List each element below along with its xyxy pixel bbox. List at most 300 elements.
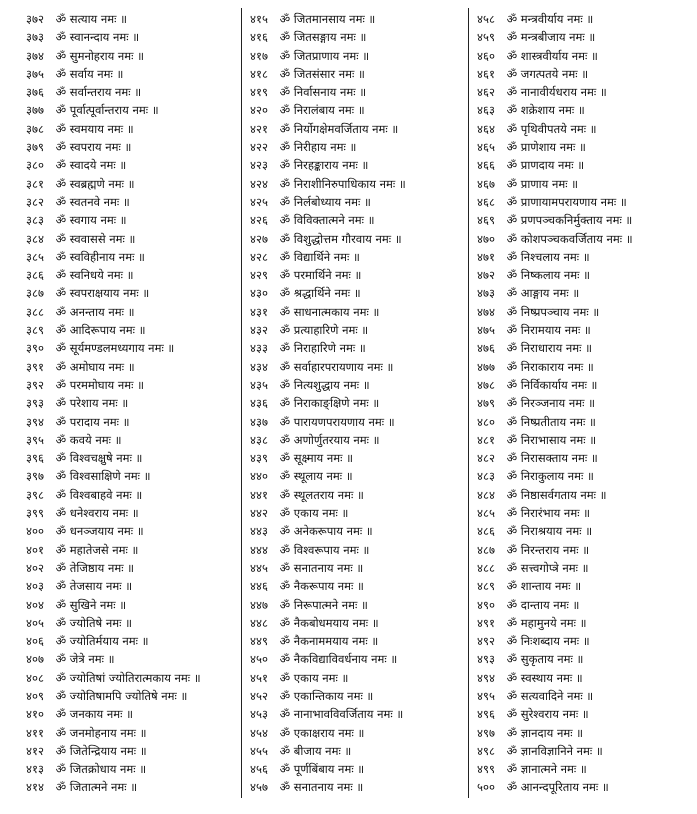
- mantra-text: ॐ सत्यवादिने नमः ॥: [506, 688, 594, 703]
- mantra-text: ॐ निराभासाय नमः ॥: [506, 432, 597, 447]
- mantra-line: [26, 358, 238, 376]
- mantra-line: [26, 83, 238, 101]
- mantra-text: ॐ शान्ताय नमः ॥: [506, 579, 582, 594]
- mantra-line: [250, 577, 468, 595]
- mantra-text: ॐ निराकाराय नमः ॥: [506, 359, 594, 374]
- mantra-number: ४६५: [477, 140, 495, 155]
- mantra-line: [26, 705, 238, 723]
- mantra-text: ॐ निराश्रयाय नमः ॥: [506, 524, 593, 539]
- mantra-number: ३७७: [26, 103, 44, 118]
- mantra-text: ॐ निश्चलाय नमः ॥: [506, 249, 590, 264]
- mantra-line: [477, 486, 692, 504]
- mantra-text: ॐ विश्वचक्षुषे नमः ॥: [55, 451, 143, 466]
- mantra-number: ४१०: [26, 707, 44, 722]
- mantra-line: [477, 778, 692, 796]
- mantra-line: [477, 376, 692, 394]
- mantra-number: ४९६: [477, 707, 495, 722]
- mantra-line: [250, 669, 468, 687]
- mantra-line: [250, 266, 468, 284]
- mantra-number: ४८७: [477, 542, 495, 557]
- mantra-text: ॐ धनेश्वराय नमः ॥: [55, 506, 139, 521]
- mantra-line: [477, 47, 692, 65]
- mantra-number: ४३४: [250, 359, 268, 374]
- mantra-text: ॐ प्रणपञ्चकनिर्मुक्ताय नमः ॥: [506, 213, 633, 228]
- mantra-number: ४७२: [477, 268, 495, 283]
- mantra-text: ॐ शास्त्रवीर्याय नमः ॥: [506, 48, 598, 63]
- mantra-number: ४६२: [477, 85, 495, 100]
- mantra-text: ॐ सर्वाय नमः ॥: [55, 66, 124, 81]
- mantra-line: [26, 449, 238, 467]
- mantra-text: ॐ स्वपराय नमः ॥: [55, 140, 132, 155]
- mantra-number: ४७५: [477, 323, 495, 338]
- mantra-number: ३८४: [26, 231, 44, 246]
- mantra-number: ४५९: [477, 30, 495, 45]
- mantra-text: ॐ सर्वाहारपरायणाय नमः ॥: [279, 359, 394, 374]
- mantra-text: ॐ मन्त्रवीर्याय नमः ॥: [506, 12, 594, 26]
- mantra-line: [477, 120, 692, 138]
- mantra-line: [26, 193, 238, 211]
- mantra-text: ॐ सुमनोहराय नमः ॥: [55, 48, 145, 63]
- mantra-text: ॐ एकाक्षराय नमः ॥: [279, 725, 365, 740]
- mantra-number: ४२२: [250, 140, 268, 155]
- mantra-text: ॐ निरन्तराय नमः ॥: [506, 542, 590, 557]
- mantra-line: [477, 541, 692, 559]
- mantra-line: [250, 339, 468, 357]
- mantra-text: ॐ विद्यार्थिने नमः ॥: [279, 249, 360, 264]
- mantra-text: ॐ निष्कलाय नमः ॥: [506, 268, 591, 283]
- mantra-number: ३८३: [26, 213, 44, 228]
- mantra-text: ॐ आङ्गाय नमः ॥: [506, 286, 580, 301]
- mantra-number: ४२५: [250, 194, 268, 209]
- mantra-number: ४३८: [250, 432, 268, 447]
- mantra-number: ४३७: [250, 414, 268, 429]
- mantra-line: [250, 486, 468, 504]
- mantra-number: ३७६: [26, 85, 44, 100]
- mantra-text: ॐ विश्वबाहवे नमः ॥: [55, 487, 143, 502]
- mantra-text: ॐ जितप्राणाय नमः ॥: [279, 48, 370, 63]
- mantra-line: [477, 614, 692, 632]
- mantra-number: ४७८: [477, 377, 495, 392]
- mantra-number: ४७९: [477, 396, 495, 411]
- mantra-text: ॐ सूर्यमण्डलमध्यगाय नमः ॥: [55, 341, 175, 356]
- mantra-text: ॐ परमार्थिने नमः ॥: [279, 268, 362, 283]
- mantra-text: ॐ जितसङ्गाय नमः ॥: [279, 30, 367, 45]
- mantra-line: [26, 376, 238, 394]
- mantra-number: ४०९: [26, 688, 44, 703]
- mantra-line: [477, 138, 692, 156]
- mantra-text: ॐ नैकरूपाय नमः ॥: [279, 579, 364, 594]
- mantra-number: ४२४: [250, 176, 268, 191]
- mantra-text: ॐ निरारंभाय नमः ॥: [506, 506, 591, 521]
- mantra-number: ४१५: [250, 12, 268, 26]
- mantra-number: ३७४: [26, 48, 44, 63]
- mantra-text: ॐ पूर्वात्पूर्वान्तराय नमः ॥: [55, 103, 159, 118]
- mantra-text: ॐ सूक्ष्माय नमः ॥: [279, 451, 353, 466]
- mantra-line: [250, 394, 468, 412]
- mantra-line: [250, 193, 468, 211]
- mantra-text: ॐ महामुनये नमः ॥: [506, 615, 587, 630]
- mantra-line: [250, 376, 468, 394]
- mantra-text: ॐ ज्योतिषामपि ज्योतिषे नमः ॥: [55, 688, 188, 703]
- column-3: [477, 10, 692, 797]
- mantra-text: ॐ नैकनाममयाय नमः ॥: [279, 634, 379, 649]
- mantra-number: ४०४: [26, 597, 44, 612]
- mantra-text: ॐ जनकाय नमः ॥: [55, 707, 133, 722]
- mantra-line: [477, 358, 692, 376]
- mantra-line: [26, 467, 238, 485]
- mantra-text: ॐ कवये नमः ॥: [55, 432, 122, 447]
- mantra-number: ३८२: [26, 194, 44, 209]
- mantra-number: ४५८: [477, 12, 495, 26]
- mantra-number: ४६७: [477, 176, 495, 191]
- mantra-number: ४४४: [250, 542, 268, 557]
- mantra-text: ॐ जितमानसाय नमः ॥: [279, 12, 376, 26]
- mantra-number: ४७३: [477, 286, 495, 301]
- mantra-line: [250, 559, 468, 577]
- mantra-line: [250, 211, 468, 229]
- mantra-number: ४८१: [477, 432, 495, 447]
- mantra-number: ४३५: [250, 377, 268, 392]
- mantra-text: ॐ स्वपराक्षयाय नमः ॥: [55, 286, 150, 301]
- mantra-line: [477, 724, 692, 742]
- mantra-number: ४२७: [250, 231, 268, 246]
- mantra-line: [250, 522, 468, 540]
- mantra-line: [477, 687, 692, 705]
- mantra-number: ४६१: [477, 66, 495, 81]
- mantra-text: ॐ निराकाङ्क्षिणे नमः ॥: [279, 396, 380, 411]
- mantra-text: ॐ नैकविद्याविवर्धनाय नमः ॥: [279, 652, 398, 667]
- mantra-text: ॐ परेशाय नमः ॥: [55, 396, 129, 411]
- mantra-line: [26, 10, 238, 28]
- mantra-line: [477, 10, 692, 28]
- mantra-line: [250, 760, 468, 778]
- mantra-number: ४४९: [250, 634, 268, 649]
- mantra-number: ४५४: [250, 725, 268, 740]
- mantra-line: [477, 559, 692, 577]
- mantra-text: ॐ स्ववाससे नमः ॥: [55, 231, 136, 246]
- mantra-text: ॐ ज्ञानविज्ञानिने नमः ॥: [506, 743, 603, 758]
- mantra-text: ॐ ज्ञानात्मने नमः ॥: [506, 762, 587, 777]
- mantra-text: ॐ मन्त्रबीजाय नमः ॥: [506, 30, 596, 45]
- mantra-line: [26, 650, 238, 668]
- mantra-text: ॐ नानाभावविवर्जिताय नमः ॥: [279, 707, 404, 722]
- mantra-text: ॐ ज्ञानदाय नमः ॥: [506, 725, 584, 740]
- mantra-line: [477, 394, 692, 412]
- mantra-text: ॐ स्वादये नमः ॥: [55, 158, 127, 173]
- mantra-line: [477, 284, 692, 302]
- mantra-line: [477, 193, 692, 211]
- mantra-line: [26, 413, 238, 431]
- mantra-line: [250, 303, 468, 321]
- mantra-number: ४८९: [477, 579, 495, 594]
- mantra-text: ॐ शक्रेशाय नमः ॥: [506, 103, 585, 118]
- mantra-text: ॐ जितात्मने नमः ॥: [55, 780, 138, 795]
- mantra-number: ४९९: [477, 762, 495, 777]
- mantra-number: ३८९: [26, 323, 44, 338]
- mantra-line: [26, 778, 238, 796]
- mantra-line: [250, 614, 468, 632]
- mantra-number: ४७४: [477, 304, 495, 319]
- mantra-number: ४२१: [250, 121, 268, 136]
- mantra-text: ॐ स्वानन्दाय नमः ॥: [55, 30, 140, 45]
- mantra-number: ४५१: [250, 670, 268, 685]
- mantra-text: ॐ साधनात्मकाय नमः ॥: [279, 304, 380, 319]
- mantra-line: [477, 248, 692, 266]
- mantra-number: ३९५: [26, 432, 44, 447]
- mantra-text: ॐ निरामयाय नमः ॥: [506, 323, 591, 338]
- mantra-text: ॐ निराहारिणे नमः ॥: [279, 341, 366, 356]
- mantra-text: ॐ विश्वरूपाय नमः ॥: [279, 542, 370, 557]
- mantra-text: ॐ सुरेश्वराय नमः ॥: [506, 707, 589, 722]
- mantra-text: ॐ ज्योतिर्मयाय नमः ॥: [55, 634, 149, 649]
- mantra-number: ४३६: [250, 396, 268, 411]
- mantra-line: [250, 742, 468, 760]
- mantra-text: ॐ नैकबोधमयाय नमः ॥: [279, 615, 379, 630]
- mantra-text: ॐ जेत्रे नमः ॥: [55, 652, 115, 667]
- mantra-text: ॐ निरञ्जनाय नमः ॥: [506, 396, 595, 411]
- mantra-number: ३८५: [26, 249, 44, 264]
- mantra-text: ॐ निरीहाय नमः ॥: [279, 140, 357, 155]
- mantra-text: ॐ ज्योतिषां ज्योतिरात्मकाय नमः ॥: [55, 670, 201, 685]
- mantra-number: ४५६: [250, 762, 268, 777]
- mantra-line: [477, 156, 692, 174]
- mantra-text: ॐ महातेजसे नमः ॥: [55, 542, 139, 557]
- mantra-number: ४०८: [26, 670, 44, 685]
- mantra-text: ॐ बीजाय नमः ॥: [279, 743, 352, 758]
- mantra-line: [250, 431, 468, 449]
- column-divider: [241, 8, 242, 798]
- mantra-line: [477, 522, 692, 540]
- mantra-text: ॐ निर्वासनाय नमः ॥: [279, 85, 367, 100]
- mantra-text: ॐ निष्प्रपञ्चाय नमः ॥: [506, 304, 600, 319]
- mantra-line: [250, 101, 468, 119]
- mantra-text: ॐ जितसंसार नमः ॥: [279, 66, 365, 81]
- mantra-text: ॐ स्थूलाय नमः ॥: [279, 469, 353, 484]
- mantra-number: ३७८: [26, 121, 44, 136]
- mantra-line: [250, 449, 468, 467]
- mantra-line: [477, 211, 692, 229]
- mantra-line: [26, 559, 238, 577]
- mantra-text: ॐ अनन्ताय नमः ॥: [55, 304, 135, 319]
- mantra-number: ३७५: [26, 66, 44, 81]
- mantra-number: ४५५: [250, 743, 268, 758]
- mantra-text: ॐ सत्याय नमः ॥: [55, 12, 128, 26]
- mantra-number: ४०१: [26, 542, 44, 557]
- mantra-line: [26, 303, 238, 321]
- mantra-line: [477, 101, 692, 119]
- mantra-number: ४१९: [250, 85, 268, 100]
- mantra-text: ॐ जितक्रोधाय नमः ॥: [55, 762, 147, 777]
- mantra-number: ४१३: [26, 762, 44, 777]
- mantra-number: ४१८: [250, 66, 268, 81]
- mantra-text: ॐ एकान्तिकाय नमः ॥: [279, 688, 374, 703]
- mantra-line: [26, 211, 238, 229]
- mantra-number: ४९०: [477, 597, 495, 612]
- mantra-line: [250, 541, 468, 559]
- mantra-number: ४३०: [250, 286, 268, 301]
- mantra-number: ४२३: [250, 158, 268, 173]
- mantra-line: [250, 632, 468, 650]
- mantra-text: ॐ स्वब्रह्मणे नमः ॥: [55, 176, 135, 191]
- mantra-line: [477, 28, 692, 46]
- mantra-number: ३८६: [26, 268, 44, 283]
- mantra-line: [250, 230, 468, 248]
- mantra-text: ॐ एकाय नमः ॥: [279, 670, 349, 685]
- mantra-line: [26, 394, 238, 412]
- mantra-text: ॐ जितेन्द्रियाय नमः ॥: [55, 743, 147, 758]
- mantra-number: ४८२: [477, 451, 495, 466]
- mantra-number: ४३२: [250, 323, 268, 338]
- mantra-number: ४४१: [250, 487, 268, 502]
- mantra-text: ॐ निराधाराय नमः ॥: [506, 341, 593, 356]
- mantra-line: [250, 284, 468, 302]
- mantra-number: ३९७: [26, 469, 44, 484]
- mantra-line: [26, 577, 238, 595]
- column-2: [250, 10, 468, 797]
- mantra-number: ४६९: [477, 213, 495, 228]
- mantra-text: ॐ प्राणेशाय नमः ॥: [506, 140, 586, 155]
- mantra-text: ॐ सनातनाय नमः ॥: [279, 560, 364, 575]
- mantra-text: ॐ निरूपात्मने नमः ॥: [279, 597, 368, 612]
- mantra-text: ॐ पूर्णबिंबाय नमः ॥: [279, 762, 365, 777]
- mantra-number: ४९५: [477, 688, 495, 703]
- mantra-number: ४९४: [477, 670, 495, 685]
- mantra-text: ॐ सुखिने नमः ॥: [55, 597, 127, 612]
- mantra-number: ४१२: [26, 743, 44, 758]
- mantra-number: ४०६: [26, 634, 44, 649]
- mantra-text: ॐ ज्योतिषे नमः ॥: [55, 615, 132, 630]
- mantra-line: [250, 413, 468, 431]
- mantra-line: [250, 705, 468, 723]
- mantra-text: ॐ निष्ठासर्वगताय नमः ॥: [506, 487, 607, 502]
- mantra-text: ॐ सुकृताय नमः ॥: [506, 652, 584, 667]
- mantra-line: [250, 120, 468, 138]
- mantra-line: [26, 101, 238, 119]
- mantra-line: [26, 522, 238, 540]
- mantra-number: ४९२: [477, 634, 495, 649]
- mantra-number: ३८१: [26, 176, 44, 191]
- mantra-number: ३९८: [26, 487, 44, 502]
- mantra-text: ॐ निरासक्ताय नमः ॥: [506, 451, 598, 466]
- mantra-text: ॐ अणोर्णुतरयाय नमः ॥: [279, 432, 380, 447]
- mantra-number: ४०७: [26, 652, 44, 667]
- mantra-number: ४७६: [477, 341, 495, 356]
- mantra-text: ॐ परममोघाय नमः ॥: [55, 377, 144, 392]
- mantra-line: [477, 339, 692, 357]
- mantra-line: [477, 577, 692, 595]
- mantra-number: ४४३: [250, 524, 268, 539]
- mantra-text: ॐ सत्त्वगोप्त्रे नमः ॥: [506, 560, 589, 575]
- mantra-number: ४९८: [477, 743, 495, 758]
- mantra-line: [250, 687, 468, 705]
- mantra-number: ४२९: [250, 268, 268, 283]
- mantra-number: ४३९: [250, 451, 268, 466]
- mantra-line: [26, 339, 238, 357]
- mantra-number: ४६८: [477, 194, 495, 209]
- mantra-text: ॐ पारायणपरायणाय नमः ॥: [279, 414, 395, 429]
- mantra-text: ॐ जगत्पतये नमः ॥: [506, 66, 589, 81]
- mantra-line: [26, 669, 238, 687]
- column-1: [26, 10, 238, 797]
- mantra-line: [250, 10, 468, 28]
- mantra-text: ॐ निर्योगक्षेमवर्जिताय नमः ॥: [279, 121, 399, 136]
- mantra-number: ४८३: [477, 469, 495, 484]
- column-divider: [468, 8, 469, 798]
- mantra-text: ॐ निराशीनिरुपाधिकाय नमः ॥: [279, 176, 406, 191]
- mantra-number: ४७०: [477, 231, 495, 246]
- mantra-text: ॐ प्राणाय नमः ॥: [506, 176, 579, 191]
- mantra-number: ४०३: [26, 579, 44, 594]
- mantra-line: [26, 230, 238, 248]
- mantra-line: [26, 742, 238, 760]
- mantra-text: ॐ स्वविहीनाय नमः ॥: [55, 249, 145, 264]
- mantra-number: ४८६: [477, 524, 495, 539]
- mantra-text: ॐ निःशब्दाय नमः ॥: [506, 634, 590, 649]
- mantra-line: [477, 266, 692, 284]
- mantra-text: ॐ स्थूलतराय नमः ॥: [279, 487, 364, 502]
- mantra-line: [250, 321, 468, 339]
- mantra-text: ॐ सनातनाय नमः ॥: [279, 780, 364, 795]
- mantra-text: ॐ विश्वसाक्षिणे नमः ॥: [55, 469, 151, 484]
- mantra-text: ॐ धनञ्जयाय नमः ॥: [55, 524, 144, 539]
- mantra-text: ॐ स्वस्थाय नमः ॥: [506, 670, 583, 685]
- mantra-line: [26, 724, 238, 742]
- mantra-number: ३८०: [26, 158, 44, 173]
- mantra-line: [26, 248, 238, 266]
- mantra-line: [26, 614, 238, 632]
- mantra-number: ४४८: [250, 615, 268, 630]
- mantra-line: [250, 28, 468, 46]
- mantra-number: ३९४: [26, 414, 44, 429]
- mantra-line: [26, 65, 238, 83]
- mantra-line: [477, 413, 692, 431]
- mantra-text: ॐ प्राणदाय नमः ॥: [506, 158, 585, 173]
- mantra-line: [477, 504, 692, 522]
- mantra-line: [477, 321, 692, 339]
- mantra-line: [26, 284, 238, 302]
- mantra-number: ३९२: [26, 377, 44, 392]
- mantra-number: ५००: [477, 780, 495, 795]
- mantra-number: ४३१: [250, 304, 268, 319]
- mantra-number: ४८४: [477, 487, 495, 502]
- mantra-number: ४४२: [250, 506, 268, 521]
- mantra-text: ॐ स्वनिधये नमः ॥: [55, 268, 134, 283]
- mantra-number: ३९०: [26, 341, 44, 356]
- mantra-number: ४९७: [477, 725, 495, 740]
- mantra-number: ४४५: [250, 560, 268, 575]
- mantra-number: ४९३: [477, 652, 495, 667]
- mantra-line: [26, 486, 238, 504]
- mantra-number: ३७९: [26, 140, 44, 155]
- mantra-number: ३७२: [26, 12, 44, 26]
- mantra-number: ३९३: [26, 396, 44, 411]
- mantra-number: ४५२: [250, 688, 268, 703]
- mantra-line: [477, 83, 692, 101]
- mantra-line: [477, 760, 692, 778]
- mantra-text: ॐ प्रत्याहारिणे नमः ॥: [279, 323, 369, 338]
- mantra-text: ॐ दान्ताय नमः ॥: [506, 597, 580, 612]
- mantra-text: ॐ निराकुलाय नमः ॥: [506, 469, 594, 484]
- mantra-number: ४६३: [477, 103, 495, 118]
- mantra-line: [250, 596, 468, 614]
- mantra-number: ३७३: [26, 30, 44, 45]
- mantra-number: ३९१: [26, 359, 44, 374]
- mantra-number: ४९१: [477, 615, 495, 630]
- mantra-line: [477, 175, 692, 193]
- mantra-text: ॐ निर्लबोध्याय नमः ॥: [279, 194, 371, 209]
- mantra-text: ॐ नानावीर्यधराय नमः ॥: [506, 85, 607, 100]
- mantra-text: ॐ निष्प्रतीताय नमः ॥: [506, 414, 596, 429]
